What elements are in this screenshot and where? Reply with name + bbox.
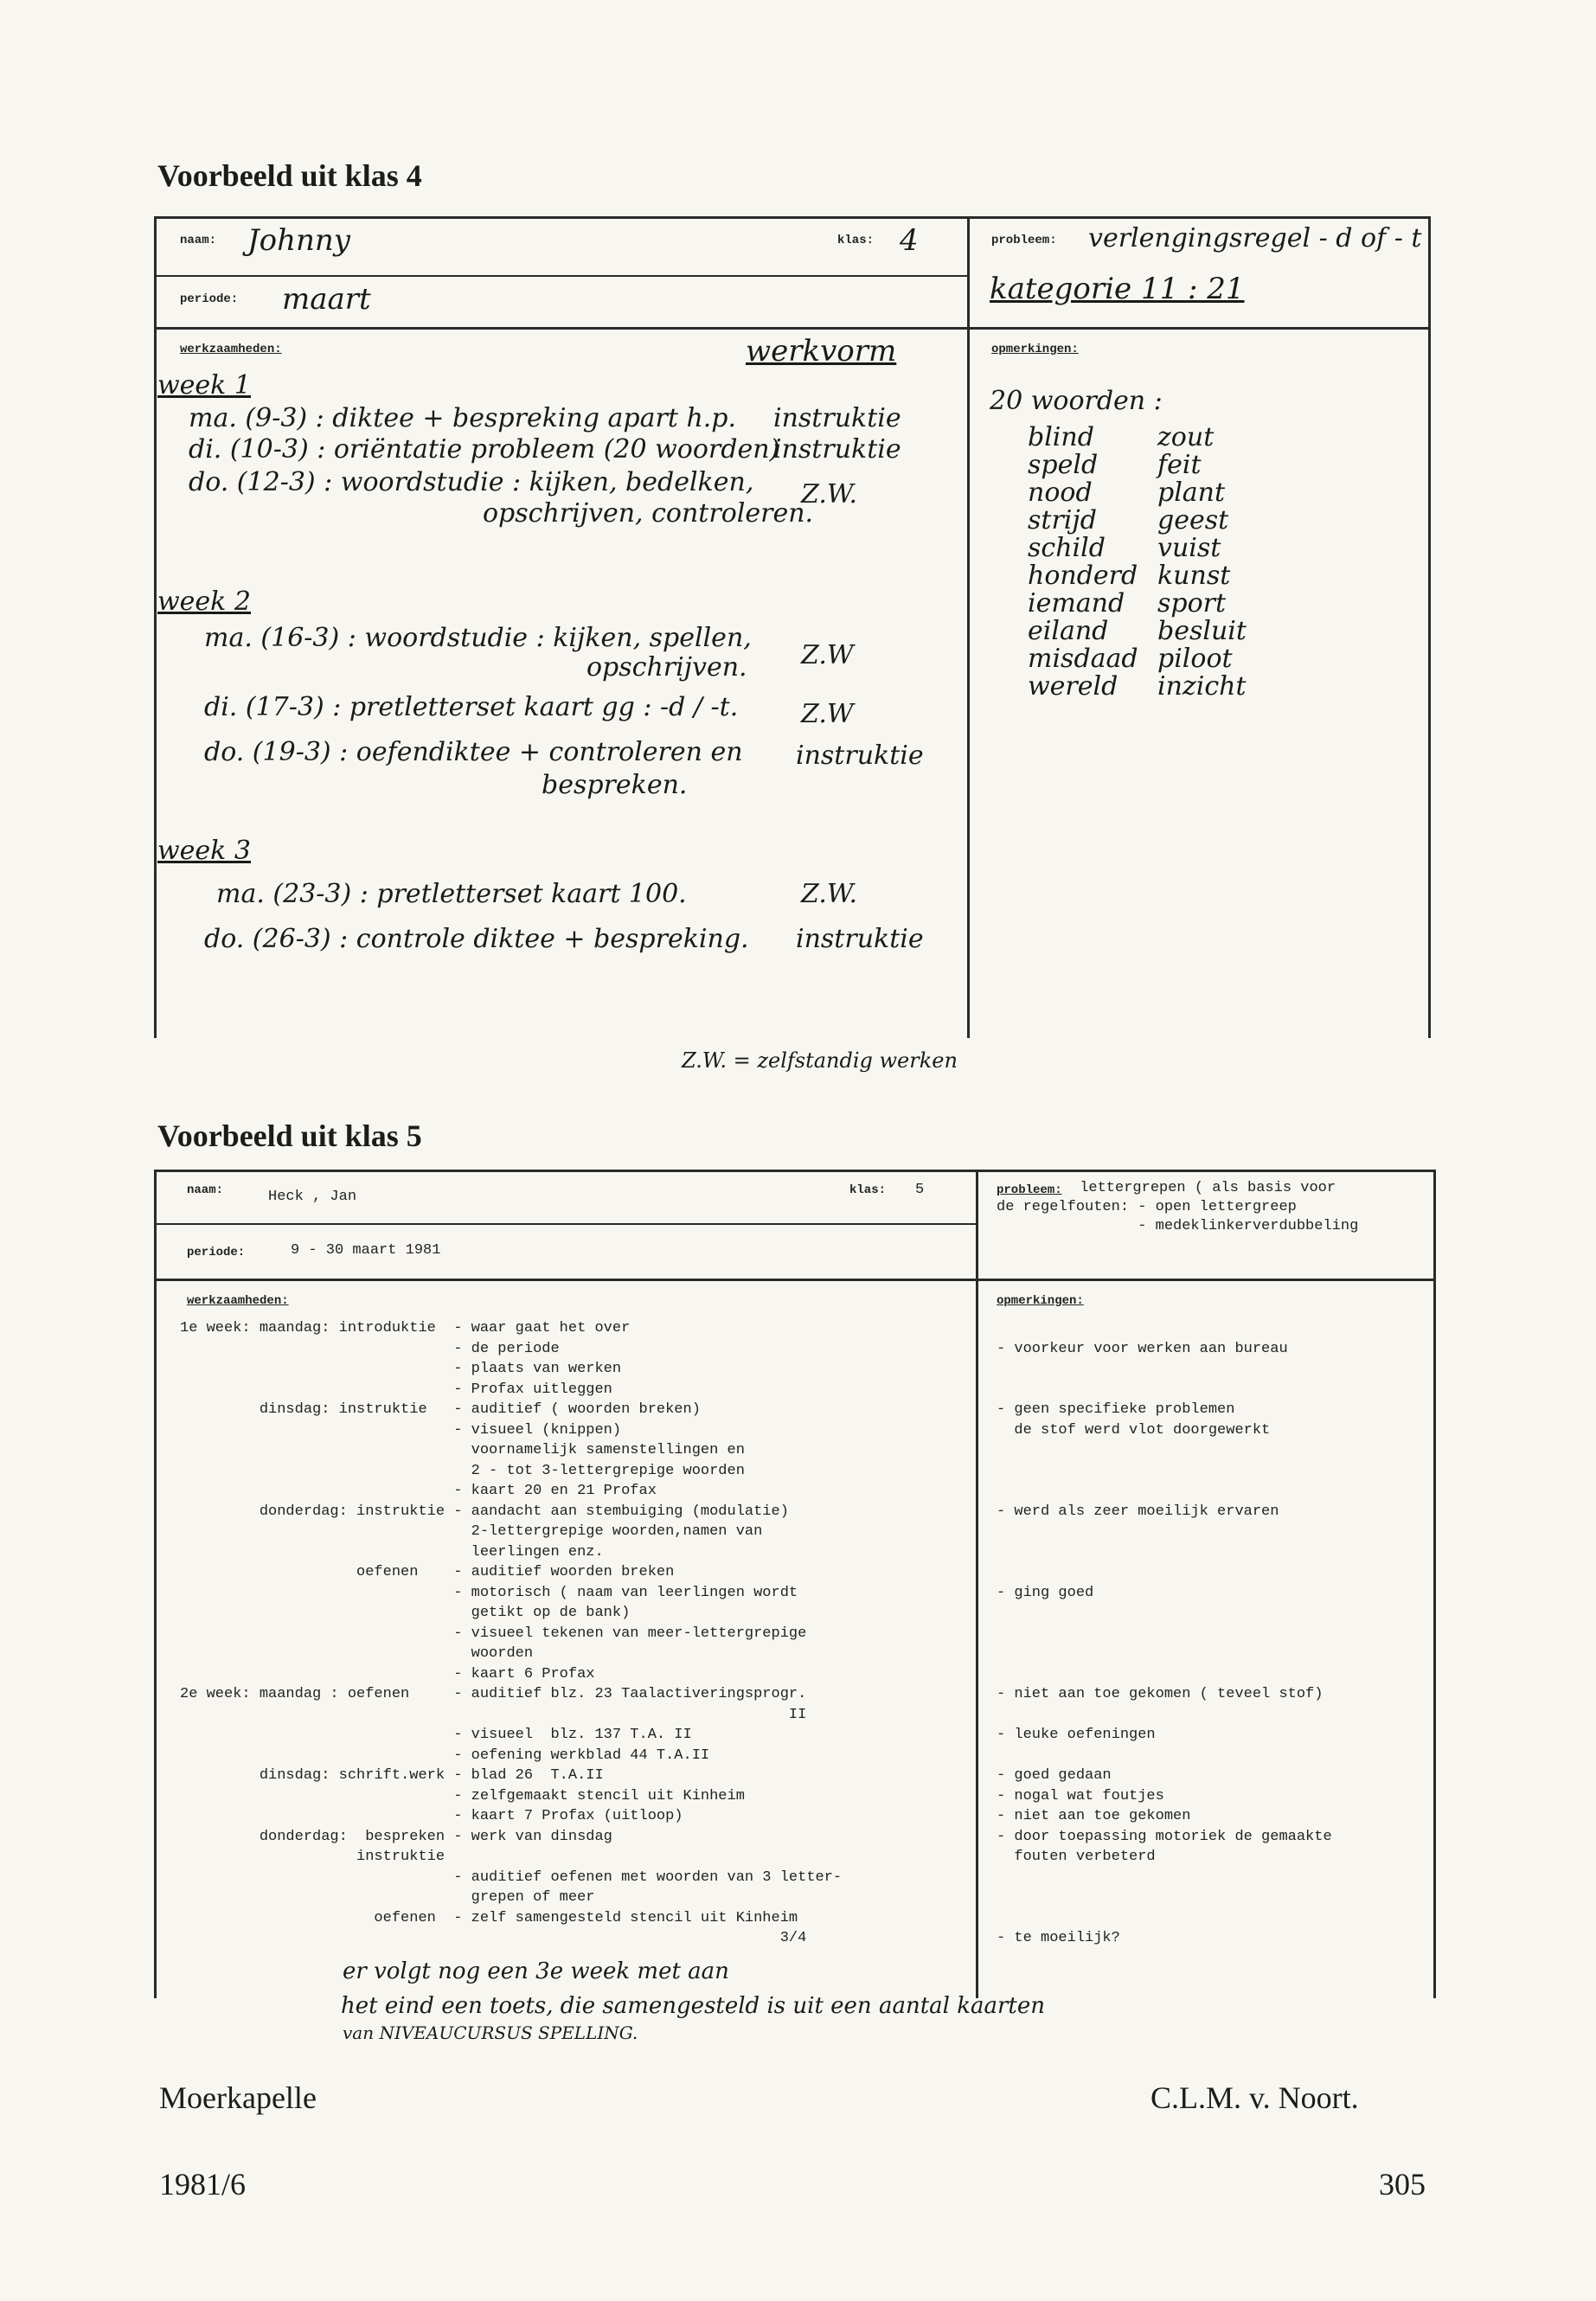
remark-line (997, 1624, 1332, 1644)
werkvorm-cell: Z.W (801, 699, 854, 729)
word-list-right (1157, 422, 1247, 702)
werkvorm-cell: Z.W (801, 640, 854, 670)
word: schild (1028, 533, 1106, 563)
remark-line (997, 1746, 1332, 1766)
footer-author: C.L.M. v. Noort. (1151, 2080, 1359, 2115)
remark-line (997, 1440, 1332, 1461)
work-line: - Profax uitleggen (180, 1381, 612, 1398)
work-line: 3/4 (180, 1930, 807, 1946)
student-name: Johnny (247, 223, 350, 258)
remark-line: - voorkeur voor werken aan bureau (997, 1340, 1288, 1357)
remark-line: - geen specifieke problemen (997, 1401, 1235, 1418)
week-label: week 1 (157, 370, 251, 401)
label-periode-2: periode: (187, 1246, 246, 1259)
word: honderd (1028, 561, 1138, 591)
section-title-klas4: Voorbeeld uit klas 4 (157, 158, 422, 193)
work-line: - auditief oefenen met woorden van 3 letter- (180, 1868, 843, 1886)
work-line: oefenen - auditief woorden breken (180, 1564, 675, 1580)
work-line: - zelfgemaakt stencil uit Kinheim (180, 1787, 745, 1804)
remark-line (997, 1705, 1332, 1726)
handnote-line: het eind een toets, die samengesteld is uit een aantal kaarten (341, 1993, 1045, 2019)
probleem-line: - medeklinkerverdubbeling (997, 1218, 1359, 1234)
label-werkzaamheden-2: werkzaamheden: (187, 1294, 289, 1308)
work-line: getikt op de bank) (180, 1605, 631, 1621)
word: kunst (1157, 561, 1231, 591)
klas-value-2: 5 (915, 1182, 925, 1198)
footnote-zw: Z.W. = zelfstandig werken (682, 1048, 958, 1073)
work-line: - kaart 20 en 21 Profax (180, 1483, 657, 1499)
remark-line: - werd als zeer moeilijk ervaren (997, 1503, 1279, 1520)
remark-line: - niet aan toe gekomen ( teveel stof) (997, 1686, 1324, 1702)
work-line: 2-lettergrepige woorden,namen van (180, 1523, 763, 1540)
probleem-line: de regelfouten: - open lettergreep (997, 1199, 1297, 1215)
werkvorm-cell: Z.W. (801, 479, 857, 510)
word: geest (1157, 505, 1229, 535)
work-line: dinsdag: instruktie - auditief ( woorden breken) (180, 1401, 701, 1418)
work-line: leerlingen enz. (180, 1543, 604, 1561)
work-line: 2 - tot 3-lettergrepige woorden (180, 1462, 745, 1479)
remark-line: - niet aan toe gekomen (997, 1808, 1191, 1824)
work-line: - plaats van werken (180, 1361, 622, 1377)
work-line: - motorisch ( naam van leerlingen wordt (180, 1584, 798, 1601)
activity-line: di. (10-3) : oriëntatie probleem (20 woorden) (189, 434, 780, 465)
work-line: donderdag: instruktie - aandacht aan stembuiging (modulatie) (180, 1503, 789, 1520)
label-werkzaamheden: werkzaamheden: (180, 343, 282, 356)
word: sport (1157, 588, 1227, 619)
word: blind (1028, 422, 1094, 452)
werkvorm-cell: Z.W. (801, 879, 857, 909)
remark-line (997, 1888, 1332, 1908)
work-line: donderdag: bespreken - werk van dinsdag (180, 1828, 612, 1845)
work-line: - de periode (180, 1340, 560, 1357)
activity-line: ma. (9-3) : diktee + bespreking apart h.p. (189, 403, 737, 433)
remark-line: - leuke oefeningen (997, 1727, 1156, 1743)
kategorie-value: kategorie 11 : 21 (990, 272, 1245, 306)
probleem-value: verlengingsregel - d of - t (1088, 223, 1422, 253)
word: strijd (1028, 505, 1097, 535)
remark-line: - goed gedaan (997, 1767, 1112, 1784)
remark-lines (997, 1318, 1332, 1949)
periode-value: maart (282, 282, 371, 317)
footer-issue: 1981/6 (159, 2167, 247, 2202)
form-klas4 (154, 216, 1431, 1038)
work-line: - kaart 6 Profax (180, 1665, 595, 1682)
remark-line: - nogal wat foutjes (997, 1787, 1164, 1804)
word: besluit (1157, 616, 1247, 646)
word: nood (1028, 478, 1093, 508)
work-line: - oefening werkblad 44 T.A.II (180, 1747, 710, 1764)
word: inzicht (1157, 671, 1247, 702)
remark-line (997, 1664, 1332, 1685)
handwritten-note (343, 1958, 1045, 2048)
word: speld (1028, 450, 1099, 480)
label-periode: periode: (180, 292, 239, 306)
remark-line (997, 1318, 1332, 1339)
label-naam: naam: (180, 234, 217, 247)
word: vuist (1157, 533, 1221, 563)
werkvorm-cell: instruktie (773, 434, 901, 465)
word: feit (1157, 450, 1202, 480)
activity-line: opschrijven. (586, 652, 747, 683)
work-line: instruktie (180, 1849, 445, 1865)
footer-page: 305 (1379, 2167, 1426, 2202)
work-line: 1e week: maandag: introduktie - waar gaat het over (180, 1320, 631, 1336)
label-opmerkingen: opmerkingen: (991, 343, 1079, 356)
footer-place: Moerkapelle (159, 2080, 317, 2115)
activity-line: di. (17-3) : pretletterset kaart gg : -d / -t. (204, 692, 739, 722)
remark-line (997, 1908, 1332, 1929)
probleem-line: lettergrepen ( als basis voor (1071, 1180, 1336, 1196)
work-line: - visueel blz. 137 T.A. II (180, 1727, 692, 1743)
remark-line (997, 1522, 1332, 1542)
handnote-line: van NIVEAUCURSUS SPELLING. (343, 2022, 638, 2043)
word: eiland (1028, 616, 1109, 646)
remark-line (997, 1603, 1332, 1624)
work-line: woorden (180, 1645, 534, 1662)
remark-line (997, 1481, 1332, 1502)
word: wereld (1028, 671, 1118, 702)
label-klas-2: klas: (849, 1183, 887, 1197)
handnote-line: er volgt nog een 3e week met aan (343, 1958, 729, 1984)
label-klas: klas: (837, 234, 875, 247)
werkvorm-cell: instruktie (773, 403, 901, 433)
label-probleem-2: probleem: (997, 1183, 1062, 1197)
work-line: - kaart 7 Profax (uitloop) (180, 1808, 683, 1824)
activity-line: do. (12-3) : woordstudie : kijken, bedelken, (189, 467, 754, 497)
word: plant (1157, 478, 1226, 508)
work-line: oefenen - zelf samengesteld stencil uit Kinheim (180, 1909, 798, 1926)
word: misdaad (1028, 644, 1138, 674)
activity-line: do. (26-3) : controle diktee + bespreking. (204, 924, 749, 954)
werkvorm-cell: instruktie (796, 740, 924, 771)
word: zout (1157, 422, 1215, 452)
klas-value: 4 (900, 223, 919, 258)
work-line: voornamelijk samenstellingen en (180, 1442, 745, 1458)
word-list-left (1028, 422, 1138, 702)
remark-line: de stof werd vlot doorgewerkt (997, 1421, 1271, 1439)
remark-line (997, 1380, 1332, 1400)
remark-line (997, 1562, 1332, 1583)
student-name-2: Heck , Jan (268, 1189, 357, 1205)
work-line: II (180, 1706, 807, 1723)
werkvorm-cell: instruktie (796, 924, 924, 954)
word: iemand (1028, 588, 1125, 619)
activity-line: opschrijven, controleren. (483, 498, 814, 529)
remark-line: - te moeilijk? (997, 1930, 1120, 1946)
label-probleem: probleem: (991, 234, 1057, 247)
activity-line: do. (19-3) : oefendiktee + controleren en (204, 737, 743, 767)
label-opmerkingen-2: opmerkingen: (997, 1294, 1084, 1308)
remark-line (997, 1868, 1332, 1888)
activity-line: ma. (16-3) : woordstudie : kijken, spellen, (204, 623, 752, 653)
work-line: dinsdag: schrift.werk - blad 26 T.A.II (180, 1767, 604, 1784)
label-naam-2: naam: (187, 1183, 224, 1197)
work-line: 2e week: maandag : oefenen - auditief blz. 23 Taalactiveringsprogr. (180, 1686, 807, 1702)
periode-value-2: 9 - 30 maart 1981 (291, 1242, 441, 1259)
work-line: grepen of meer (180, 1889, 595, 1906)
remark-line: - door toepassing motoriek de gemaakte (997, 1828, 1332, 1845)
remark-line (997, 1461, 1332, 1482)
work-line: - visueel (knippen) (180, 1421, 622, 1439)
remark-line: fouten verbeterd (997, 1849, 1156, 1865)
opmerkingen-intro: 20 woorden : (990, 386, 1163, 416)
activity-line: bespreken. (542, 770, 688, 800)
remark-line (997, 1359, 1332, 1380)
remark-line (997, 1644, 1332, 1664)
remark-line (997, 1542, 1332, 1563)
week-label: week 2 (157, 586, 251, 617)
word: piloot (1157, 644, 1233, 674)
activity-line: ma. (23-3) : pretletterset kaart 100. (216, 879, 687, 909)
work-line: - visueel tekenen van meer-lettergrepige (180, 1625, 807, 1642)
remark-line: - ging goed (997, 1584, 1094, 1601)
week-label: week 3 (157, 836, 251, 866)
werkvorm-heading: werkvorm (746, 334, 897, 369)
section-title-klas5: Voorbeeld uit klas 5 (157, 1118, 422, 1153)
form-klas5 (154, 1170, 1436, 1998)
work-lines (180, 1318, 842, 1949)
